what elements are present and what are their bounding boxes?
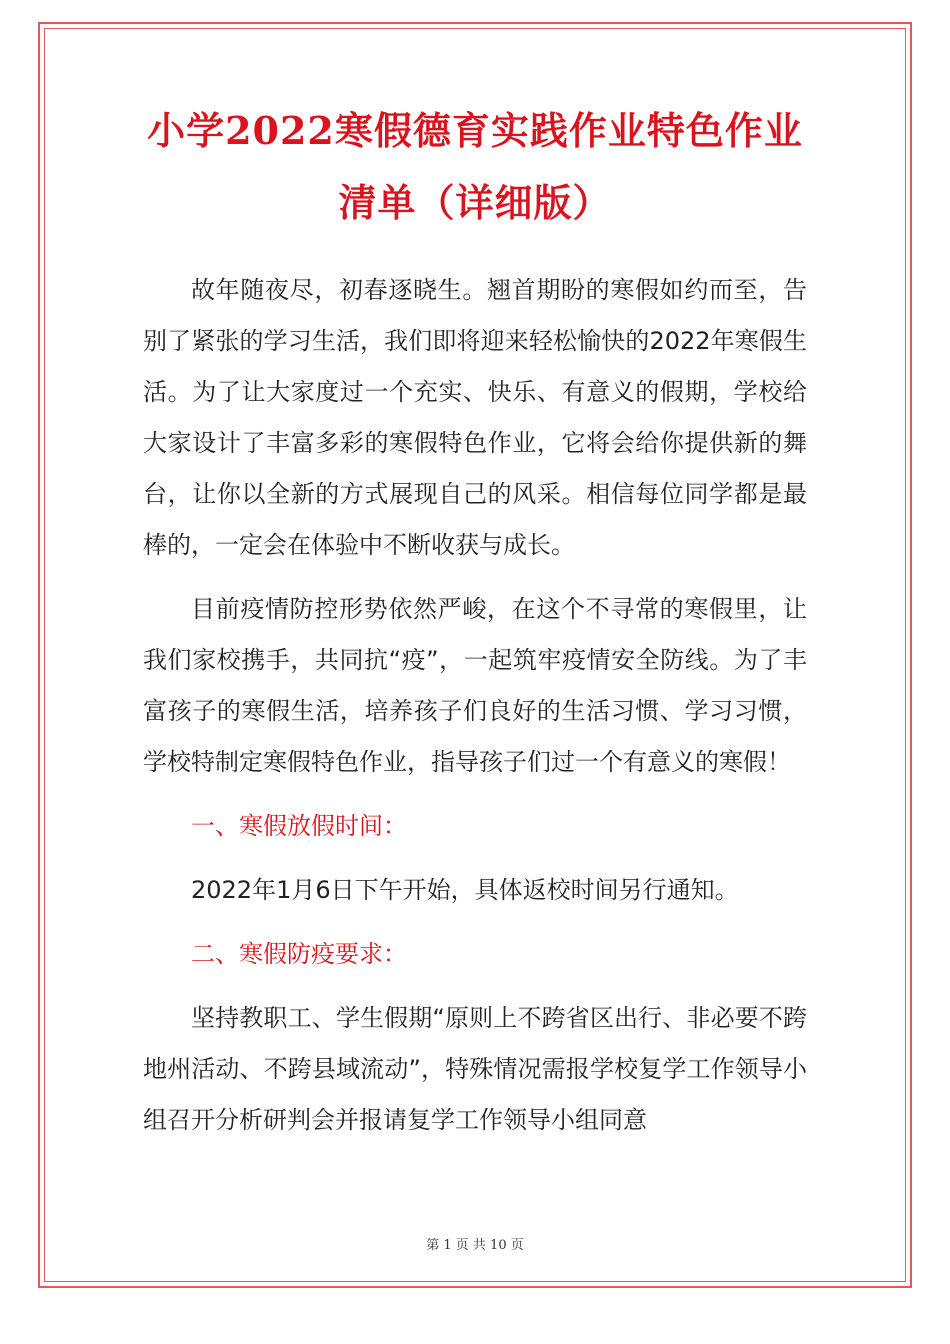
intro-paragraph: 故年随夜尽，初春逐晓生。翘首期盼的寒假如约而至，告别了紧张的学习生活，我们即将迎来轻松愉快的2022年寒假生活。为了让大家度过一个充实、快乐、有意义的假期，学校给大家设计了丰富多彩的寒假特色作业，它将会给你提供新的舞台，让你以全新的方式展现自己的风采。相信每位同学都是最棒的，一定会在体验中不断收获与成长。	[143, 276, 807, 559]
document-title: 小学2022寒假德育实践作业特色作业清单（详细版）	[147, 108, 803, 225]
background-paragraph: 目前疫情防控形势依然严峻，在这个不寻常的寒假里，让我们家校携手，共同抗“疫”，一起筑牢疫情安全防线。为了丰富孩子的寒假生活，培养孩子们良好的生活习惯、学习习惯，学校特制定寒假特色作业，指导孩子们过一个有意义的寒假！	[143, 595, 807, 776]
section-heading-holiday-time: 一、寒假放假时间：	[191, 812, 407, 840]
section-heading-epidemic-requirements: 二、寒假防疫要求：	[191, 940, 407, 968]
page-number-footer: 第 1 页 共 10 页	[426, 1238, 524, 1253]
document-body	[143, 95, 807, 1146]
epidemic-requirements-paragraph: 坚持教职工、学生假期“原则上不跨省区出行、非必要不跨地州活动、不跨县域流动”，特殊情况需报学校复学工作领导小组召开分析研判会并报请复学工作领导小组同意	[143, 1004, 807, 1134]
holiday-time-paragraph: 2022年1月6日下午开始，具体返校时间另行通知。	[191, 876, 739, 904]
